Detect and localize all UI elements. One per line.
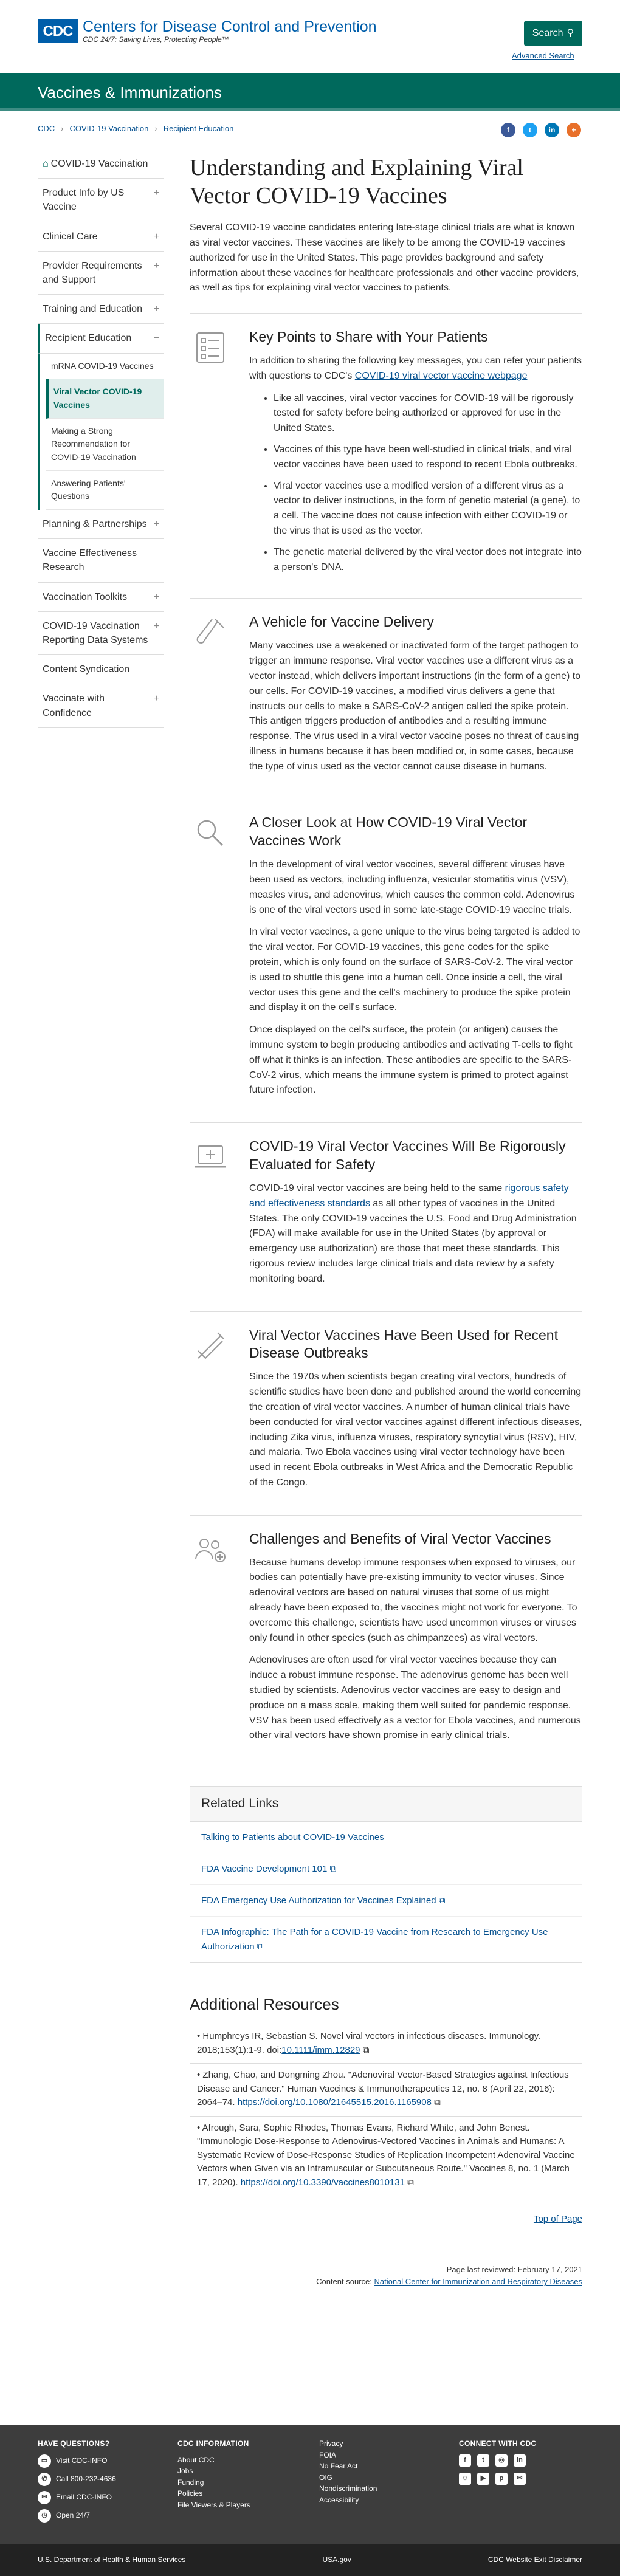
related-link[interactable] (190, 1917, 582, 1962)
section-heading: Viral Vector Vaccines Have Been Used for Recent Disease Outbreaks (249, 1327, 558, 1361)
laptop-medical-icon (193, 1140, 227, 1174)
section-key-points (190, 313, 582, 598)
related-links (190, 1786, 582, 1963)
related-link-label: FDA Infographic: The Path for a COVID-19 Vaccine from Research to Emergency Use Authorization (201, 1927, 548, 1952)
plus-icon: + (153, 231, 159, 242)
facebook-icon[interactable]: f (501, 123, 515, 137)
top-of-page-link[interactable]: Top of Page (533, 2214, 582, 2225)
page-title: Understanding and Explaining Viral Vector COVID-19 Vaccines (190, 155, 523, 208)
sidebar-sub-answering[interactable]: Answering Patients' Questions (46, 471, 164, 510)
sidebar-item-label: Clinical Care (43, 231, 98, 242)
reference-text: Humphreys IR, Sebastian S. Novel viral vectors in infectious diseases. Immunology. 2018;153(1):1-9. doi: (197, 2031, 541, 2055)
related-link-label: FDA Emergency Use Authorization for Vaccines Explained (201, 1895, 436, 1906)
search-icon: ⚲ (567, 27, 574, 38)
footer-heading: CDC INFORMATION (177, 2439, 249, 2448)
breadcrumb-cdc[interactable]: CDC (38, 124, 55, 134)
footer-link[interactable]: Funding (177, 2478, 204, 2487)
sidebar-item-label: COVID-19 Vaccination Reporting Data Systems (43, 620, 148, 645)
breadcrumb-covid-vaccination[interactable]: COVID-19 Vaccination (69, 124, 149, 134)
last-reviewed: Page last reviewed: February 17, 2021 (446, 2264, 582, 2274)
additional-resources (190, 1992, 582, 2196)
section-safety (190, 1122, 582, 1311)
reference-link[interactable]: https://doi.org/10.1080/21645515.2016.1165908 (237, 2097, 432, 2108)
breadcrumb-recipient-education[interactable]: Recipient Education (163, 124, 234, 134)
tagline: CDC 24/7: Saving Lives, Protecting People™ (83, 35, 229, 44)
list-item: • Vaccines of this type have been well-studied in clinical trials, and viral vector vaccines have been used to respond to recent Ebola outbreaks. (274, 442, 582, 473)
twitter-icon[interactable]: t (523, 123, 537, 137)
sidebar-subnav (38, 354, 164, 510)
social-share (501, 123, 581, 137)
plus-icon: + (153, 260, 159, 271)
sidebar-item-label: Content Syndication (43, 664, 130, 675)
safety-standards-link[interactable]: rigorous safety and effectiveness standards (249, 1183, 569, 1209)
snapchat-icon[interactable]: ☺ (459, 2473, 471, 2485)
exit-disclaimer-link[interactable]: CDC Website Exit Disclaimer (487, 2555, 582, 2564)
footer-email[interactable] (38, 2491, 116, 2504)
sidebar-item-reporting[interactable] (38, 612, 164, 655)
footer-link[interactable]: Accessibility (319, 2495, 359, 2504)
external-link-icon: ⧉ (362, 2044, 370, 2055)
sidebar-item-toolkits[interactable] (38, 583, 164, 612)
usa-gov-link[interactable]: USA.gov (322, 2555, 351, 2564)
section-challenges (190, 1515, 582, 1768)
sidebar-item-label: Provider Requirements and Support (43, 260, 142, 285)
section-outbreaks (190, 1311, 582, 1515)
breadcrumb: CDC › COVID-19 Vaccination › Recipient Education f t in + (0, 111, 620, 148)
footer-link[interactable]: Jobs (177, 2467, 193, 2476)
section-closer-look (190, 799, 582, 1122)
phone-icon: ✆ (38, 2473, 51, 2486)
plus-icon: + (153, 591, 159, 602)
external-link-icon: ⧉ (329, 1863, 337, 1874)
sidebar-item-provider-requirements[interactable] (38, 252, 164, 295)
minus-icon: − (153, 333, 159, 344)
footer-call[interactable] (38, 2473, 116, 2486)
paragraph: Because humans develop immune responses when exposed to viruses, our bodies can potentially have pre-existing immunity to vector viruses. Since adenoviral vectors are based on natural viruses that some of us might already have been exposed to, the vaccines might not work for everyone. To overcome this challenge, scientists have used uncommon viruses or viruses only found in other species (such as chimpanzees) as viral vectors. (249, 1557, 577, 1643)
search-label: Search (532, 27, 563, 38)
footer-info (177, 2438, 250, 2511)
sidebar-item-confidence[interactable] (38, 684, 164, 727)
footer-link[interactable]: OIG (319, 2473, 333, 2482)
external-link-icon: ⧉ (434, 2097, 441, 2108)
sidebar-item-clinical-care[interactable] (38, 222, 164, 252)
pinterest-icon[interactable]: p (495, 2473, 508, 2485)
footer-link-label: Call 800-232-4636 (56, 2475, 116, 2484)
plus-icon: + (153, 188, 159, 199)
footer-connect (459, 2438, 536, 2491)
paragraph: In the development of viral vector vaccines, several different viruses have been used as vectors, including influenza, vesicular stomatitis virus (VSV), measles virus, and adenovirus, which causes the common cold. Adenovirus is one of the viral vectors used in some late-stage COVID-19 vaccine trials. (249, 859, 575, 915)
footer-link[interactable]: File Viewers & Players (177, 2500, 250, 2509)
hhs-link[interactable]: U.S. Department of Health & Human Services (38, 2555, 186, 2564)
test-tube-icon (193, 616, 227, 650)
site-footer (0, 2425, 620, 2544)
email-icon: ✉ (38, 2491, 51, 2504)
footer-open (38, 2509, 116, 2523)
footer-visit[interactable] (38, 2454, 116, 2468)
cdc-logo[interactable] (38, 18, 377, 44)
external-link-icon: ⧉ (438, 1895, 446, 1906)
youtube-icon[interactable]: ▶ (477, 2473, 489, 2485)
viral-vector-webpage-link[interactable]: COVID-19 viral vector vaccine webpage (354, 370, 528, 381)
reference-link[interactable]: 10.1111/imm.12829 (281, 2044, 360, 2055)
sidebar-item-effectiveness[interactable] (38, 539, 164, 582)
section-heading: A Closer Look at How COVID-19 Viral Vector Vaccines Work (249, 814, 528, 849)
paragraph: COVID-19 viral vector vaccines are being held to the same (249, 1183, 503, 1194)
paragraph: Adenoviruses are often used for viral vector vaccines because they can induce a robust immune response. The adenovirus genome has been well studied by scientists. Adenovirus vector vaccines are easy to design and produce on a mass scale, making them well suited for pandemic response. VSV has been used effectively as a vector for Ebola vaccines, and numerous other viral vectors have shown promise in early clinical trials. (249, 1655, 581, 1741)
sidebar-home[interactable] (38, 149, 164, 179)
footer-link[interactable]: Nondiscrimination (319, 2484, 377, 2493)
footer-heading: HAVE QUESTIONS? (38, 2439, 110, 2448)
sidebar-item-label: Planning & Partnerships (43, 519, 147, 529)
reference-item: • Humphreys IR, Sebastian S. Novel viral vectors in infectious diseases. Immunology. 2018;153(1):1-9. doi:10.1111/imm.12829 ⧉ (190, 2025, 582, 2064)
facebook-icon[interactable]: f (459, 2454, 471, 2467)
footer-heading: CONNECT WITH CDC (459, 2439, 537, 2448)
plus-icon: + (153, 693, 159, 704)
checklist-icon (193, 331, 227, 365)
computer-icon: ▭ (38, 2454, 51, 2468)
main-content (190, 149, 582, 2289)
site-header (0, 0, 620, 73)
related-link[interactable] (190, 1853, 582, 1885)
reference-item: • Zhang, Chao, and Dongming Zhou. "Adenoviral Vector-Based Strategies against Infectious Disease and Cancer." Human Vaccines & Immunotherapeutics 12, no. 8 (April 22, 2016): 2064–74. https://doi.org/10.1080/21645515.2016.1165908 ⧉ (190, 2064, 582, 2117)
syringe-icon (193, 1329, 227, 1363)
sidebar-item-training[interactable] (38, 295, 164, 324)
page-meta (190, 2251, 582, 2289)
reference-text: Zhang, Chao, and Dongming Zhou. "Adenoviral Vector-Based Strategies against Infectious Disease and Cancer." Human Vaccines & Immunotherapeutics 12, no. 8 (April 22, 2016): 2064–74. (197, 2070, 569, 2108)
instagram-icon[interactable]: ◎ (495, 2454, 508, 2467)
sidebar-item-label: Training and Education (43, 304, 142, 315)
reference-text: Afrough, Sara, Sophie Rhodes, Thomas Evans, Richard White, and John Benest. "Immunologic Dose-Response to Adenovirus-Vectored Vaccines in Animals and Humans: A Systematic Review of Dose-Response Studies of Replication Incompetent Adenoviral Vaccine Vectors when Given via an Intramuscular or Subcutaneous Route." Vaccines 8, no. 1 (March 17, 2020). (197, 2122, 575, 2188)
paragraph: Since the 1970s when scientists began creating viral vectors, hundreds of scientific studies have been done and published around the world concerning the creation of viral vector vaccines. A number of human clinical trials have been conducted for viral vector vaccines against different infectious diseases, including Zika virus, influenza viruses, respiratory syncytial virus (RSV), HIV, and malaria. Two Ebola vaccines using viral vector technology have been used in recent Ebola outbreaks in West Africa and the Democratic Republic of the Congo. (249, 1372, 582, 1488)
content-source-link[interactable]: National Center for Immunization and Respiratory Diseases (374, 2277, 582, 2287)
key-points-list (249, 391, 582, 575)
email-icon[interactable]: ✉ (514, 2473, 526, 2485)
linkedin-icon[interactable]: in (545, 123, 559, 137)
section-heading: A Vehicle for Vaccine Delivery (249, 614, 434, 630)
cdc-logo-mark: CDC (38, 19, 78, 43)
paragraph: In addition to sharing the following key messages, you can refer your patients with questions to CDC's (249, 355, 582, 381)
sidebar-item-product-info[interactable] (38, 179, 164, 222)
external-link-icon: ⧉ (407, 2177, 414, 2188)
section-heading: Challenges and Benefits of Viral Vector Vaccines (249, 1530, 551, 1547)
external-link-icon: ⧉ (257, 1941, 264, 1952)
paragraph: as all other types of vaccines in the United States. The only COVID-19 vaccines the U.S. Food and Drug Administration (FDA) will make available for use in the United States (by approval or emergency use authorization) are those that meet these standards. This rigorous review includes large clinical trials and data review by a safety monitoring board. (249, 1198, 577, 1284)
sidebar-item-label: Vaccinate with Confidence (43, 693, 105, 718)
list-item: • The genetic material delivered by the viral vector does not integrate into a person's DNA. (274, 545, 582, 575)
paragraph: Many vaccines use a weakened or inactivated form of the target pathogen to trigger an immune response. Viral vector vaccines use a different virus as a vector instead, which delivers important instructions (in the form of a gene) to our cells. For COVID-19 vaccines, a modified virus delivers a gene that instructs our cells to make a SARS-CoV-2 antigen called the spike protein. This antigen triggers production of antibodies and a resulting immune response. The virus used in a viral vector vaccine poses no threat of causing illness in humans because it has been modified or, in some cases, because the type of virus used as the vector cannot cause disease in humans. (249, 641, 581, 772)
resources-heading: Additional Resources (190, 1994, 339, 2013)
sidebar-home-label: COVID-19 Vaccination (50, 159, 148, 169)
people-plus-icon (193, 1533, 227, 1567)
footer-link[interactable]: Privacy (319, 2439, 343, 2448)
plus-icon: + (153, 304, 159, 315)
footer-link[interactable]: About CDC (177, 2455, 215, 2464)
sidebar-sub-viral-vector[interactable]: Viral Vector COVID-19 Vaccines (46, 379, 164, 418)
footer-link[interactable]: Policies (177, 2489, 203, 2498)
section-heading: COVID-19 Viral Vector Vaccines Will Be Rigorously Evaluated for Safety (249, 1138, 566, 1173)
org-name: Centers for Disease Control and Prevention (83, 18, 377, 35)
sidebar-item-label: Vaccination Toolkits (43, 591, 128, 602)
content-source-label: Content source: (316, 2277, 372, 2287)
home-icon: ⌂ (43, 159, 49, 169)
footer-link[interactable]: No Fear Act (319, 2462, 358, 2471)
reference-item: • Afrough, Sara, Sophie Rhodes, Thomas Evans, Richard White, and John Benest. "Immunologic Dose-Response to Adenovirus-Vectored Vaccines in Animals and Humans: A Systematic Review of Dose-Response Studies of Replication Incompetent Adenoviral Vaccine Vectors when Given via an Intramuscular or Subcutaneous Route." Vaccines 8, no. 1 (March 17, 2020). https://doi.org/10.3390/vaccines8010131 ⧉ (190, 2117, 582, 2197)
twitter-icon[interactable]: t (477, 2454, 489, 2467)
magnifier-icon (193, 816, 227, 850)
plus-icon: + (153, 620, 159, 631)
related-links-heading: Related Links (190, 1787, 582, 1822)
related-link-label: FDA Vaccine Development 101 (201, 1863, 328, 1874)
clock-icon: ◷ (38, 2509, 51, 2523)
footer-open-label: Open 24/7 (56, 2511, 91, 2520)
reference-link[interactable]: https://doi.org/10.3390/vaccines8010131 (240, 2177, 405, 2188)
list-item: • Like all vaccines, viral vector vaccines for COVID-19 will be rigorously tested for safety before being authorized or approved for use in the United States. (274, 391, 582, 436)
section-band-title: Vaccines & Immunizations (0, 73, 620, 111)
footer-bottom-bar (0, 2544, 620, 2576)
sidebar-item-syndication[interactable] (38, 655, 164, 684)
section-vehicle (190, 598, 582, 799)
intro-paragraph: Several COVID-19 vaccine candidates entering late-stage clinical trials are what is known as viral vector vaccines. These vaccines are likely to be among the COVID-19 vaccines authorized for use in the United States. This page provides background and safety information about these vaccines for healthcare professionals and other vaccine providers, as well as tips for explaining viral vector vaccines to patients. (190, 222, 579, 294)
footer-policy (319, 2438, 377, 2506)
list-item: • Viral vector vaccines use a modified version of a different virus as a vector to deliver instructions, in the form of genetic material (a gene), to a cell. The vaccine does not cause infection with either COVID-19 or the virus that is used as the vector. (274, 479, 582, 539)
footer-link-label: Email CDC-INFO (56, 2493, 112, 2502)
sidebar-nav (38, 149, 164, 728)
section-heading: Key Points to Share with Your Patients (249, 329, 488, 345)
related-link[interactable]: Talking to Patients about COVID-19 Vaccines (190, 1822, 582, 1853)
sidebar-item-recipient-education[interactable] (38, 324, 164, 353)
sidebar-item-label: Recipient Education (45, 333, 132, 344)
syndicate-icon[interactable]: + (567, 123, 581, 137)
paragraph: Once displayed on the cell's surface, the protein (or antigen) causes the immune system to begin producing antibodies and activating T-cells to fight off what it thinks is an infection. These antibodies are specific to the SARS-CoV-2 virus, which means the immune system is primed to protect against future infection. (249, 1025, 573, 1096)
footer-questions (38, 2438, 116, 2527)
paragraph: In viral vector vaccines, a gene unique to the virus being targeted is added to the viral vector. For COVID-19 vaccines, this gene codes for the spike protein, which is only found on the surface of SARS-CoV-2. The viral vector is used to shuttle this gene into a human cell. Once inside a cell, the viral vector uses this gene and the cell's machinery to produce the spike protein and display it on the cell's surface. (249, 927, 580, 1013)
sidebar-item-label: Product Info by US Vaccine (43, 188, 125, 213)
plus-icon: + (153, 519, 159, 529)
search-button[interactable] (524, 21, 582, 46)
linkedin-icon[interactable]: in (514, 2454, 526, 2467)
sidebar-sub-mrna[interactable]: mRNA COVID-19 Vaccines (46, 354, 164, 380)
sidebar-sub-recommendation[interactable]: Making a Strong Recommendation for COVID-19 Vaccination (46, 419, 164, 471)
footer-link[interactable]: FOIA (319, 2450, 337, 2459)
advanced-search-link[interactable]: Advanced Search (512, 51, 574, 60)
sidebar-item-planning[interactable] (38, 510, 164, 539)
related-link[interactable] (190, 1885, 582, 1917)
sidebar-item-label: Vaccine Effectiveness Research (43, 548, 137, 573)
footer-link-label: Visit CDC-INFO (56, 2456, 108, 2465)
